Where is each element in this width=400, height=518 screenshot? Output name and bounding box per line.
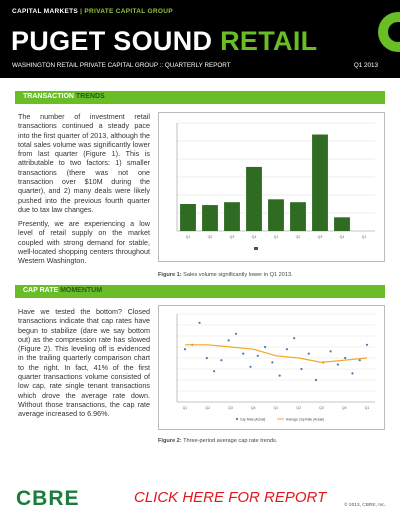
band-label-a: CAP RATE xyxy=(23,287,61,294)
bar xyxy=(246,167,262,231)
scatter-point xyxy=(249,366,251,368)
scatter-point xyxy=(366,344,368,346)
bar xyxy=(290,202,306,231)
bar xyxy=(224,202,240,231)
scatter-point xyxy=(220,359,222,361)
legend-dot xyxy=(236,418,238,420)
x-tick-label: Q2 xyxy=(205,406,211,410)
legend-label-average: Average Cap Rate (Actual) xyxy=(286,417,325,422)
section2-paragraph-1: Have we tested the bottom? Closed transactions indicate that cap rates have begun to stabilize (dare we say bottom out) as the compression rate has slowed (Figure 2). This leveling off is evidenced in the trailing quarterly comparison chart to the right. In fact, 41% of the first quarter transactions volume consisted of low cap, rate single tenant transactions which drove the average rate down. Without those transactions, the cap rate average increased to 6.96%. xyxy=(18,307,150,419)
x-tick-label: Q1 xyxy=(185,235,191,239)
scatter-point xyxy=(337,364,339,366)
sales-volume-bar-chart xyxy=(159,113,384,261)
scatter-point xyxy=(330,350,332,352)
band-label-b: TRENDS xyxy=(75,93,105,100)
scatter-point xyxy=(359,359,361,361)
section1-paragraph-1: The number of investment retail transactions continued a steady pace into the first quarter of 2013, although the total sales volume was significantly lower from last quarter (Figure 1). This is attributable to two factors: 1) smaller transactions (there was not one transaction over $10M during the quarter), and 2) many deals were likely pushed into the previous fourth quarter due to tax law changes. xyxy=(18,112,150,214)
scatter-point xyxy=(264,346,266,348)
x-tick-label: Q2 xyxy=(295,235,301,239)
scatter-point xyxy=(213,370,215,372)
page-title xyxy=(11,26,317,57)
x-tick-label: Q1 xyxy=(361,235,367,239)
x-tick-label: Q4 xyxy=(251,235,257,239)
scatter-point xyxy=(344,357,346,359)
supertitle-separator: | xyxy=(80,8,83,15)
header-supertitle xyxy=(12,8,173,15)
header-subline xyxy=(0,62,400,74)
bar xyxy=(334,217,350,231)
band-label-a: TRANSACTION xyxy=(23,93,76,100)
scatter-point xyxy=(257,355,259,357)
x-tick-label: Q1 xyxy=(273,235,279,239)
bar xyxy=(180,204,196,231)
figure-2-caption-lead: Figure 2: xyxy=(158,438,182,444)
band-label-b: MOMENTUM xyxy=(60,287,103,294)
x-tick-label: Q3 xyxy=(229,235,235,239)
brand-c-icon xyxy=(378,12,400,52)
cbre-logo: CBRE xyxy=(16,487,80,510)
legend-swatch xyxy=(254,247,258,250)
supertitle-capital-markets: CAPITAL MARKETS xyxy=(12,8,79,15)
x-tick-label: Q3 xyxy=(319,406,324,410)
x-tick-label: Q2 xyxy=(296,406,302,410)
title-main: PUGET SOUND xyxy=(11,26,221,56)
scatter-point xyxy=(293,337,295,339)
scatter-point xyxy=(206,357,208,359)
scatter-point xyxy=(300,368,302,370)
click-here-for-report-link[interactable]: CLICK HERE FOR REPORT xyxy=(134,489,327,506)
figure-2-caption-text: Three-period average cap rate trends. xyxy=(181,438,278,444)
report-header xyxy=(0,0,400,78)
scatter-point xyxy=(228,339,230,341)
section-band-transaction-trends xyxy=(15,91,385,104)
scatter-point xyxy=(271,361,273,363)
scatter-point xyxy=(198,322,200,324)
scatter-point xyxy=(351,372,353,374)
scatter-point xyxy=(184,348,186,350)
cap-rate-scatter-chart xyxy=(159,306,384,429)
figure-1-caption-lead: Figure 1: xyxy=(158,272,182,278)
figure-1-chart xyxy=(158,112,385,262)
x-tick-label: Q2 xyxy=(207,235,213,239)
bar xyxy=(312,135,328,231)
bar xyxy=(268,199,284,231)
supertitle-private-capital-group: PRIVATE CAPITAL GROUP xyxy=(84,8,173,15)
section1-paragraph-2: Presently, we are experiencing a low level of retail supply on the market coupled with strong demand for stable, well-located shopping centers throughout Western Washington. xyxy=(18,219,150,266)
x-tick-label: Q4 xyxy=(339,235,345,239)
x-tick-label: Q4 xyxy=(250,406,256,410)
bar xyxy=(202,205,218,231)
section-band-cap-rate-momentum xyxy=(15,285,385,298)
scatter-point xyxy=(308,353,310,355)
figure-1-caption-text: Sales volume significantly lower in Q1 2013. xyxy=(181,272,293,278)
average-line xyxy=(185,345,367,363)
title-accent: RETAIL xyxy=(220,26,318,56)
scatter-point xyxy=(315,379,317,381)
figure-2-caption xyxy=(158,438,277,444)
x-tick-label: Q1 xyxy=(273,406,279,410)
legend-label-actual: Cap Rate (Actual) xyxy=(240,417,266,422)
scatter-point xyxy=(286,348,288,350)
figure-1-caption xyxy=(158,272,293,278)
scatter-point xyxy=(279,375,281,377)
x-tick-label: Q3 xyxy=(228,406,233,410)
x-tick-label: Q4 xyxy=(341,406,347,410)
x-tick-label: Q1 xyxy=(182,406,188,410)
figure-2-chart xyxy=(158,305,385,430)
x-tick-label: Q3 xyxy=(317,235,323,239)
scatter-point xyxy=(235,333,237,335)
scatter-point xyxy=(242,353,244,355)
copyright-text: © 2013, CBRE, Inc. xyxy=(344,503,386,508)
header-quarter: Q1 2013 xyxy=(353,62,378,69)
header-subtitle: WASHINGTON RETAIL PRIVATE CAPITAL GROUP :: QUARTERLY REPORT xyxy=(12,62,231,69)
x-tick-label: Q1 xyxy=(364,406,370,410)
